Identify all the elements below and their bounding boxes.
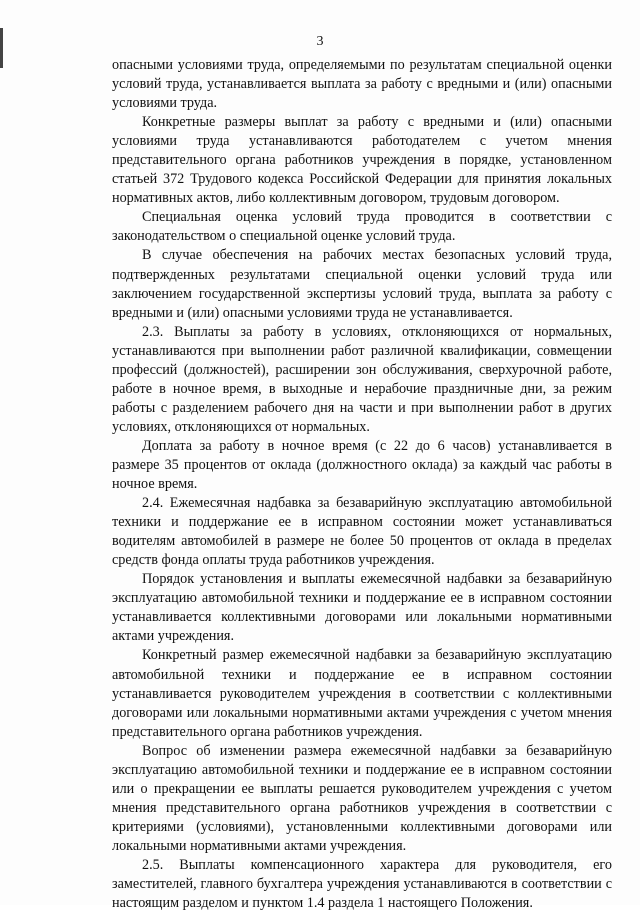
paragraph: В случае обеспечения на рабочих местах безопасных условий труда, подтвержденных результатами специальной оценки условий труда или заключением государственной экспертизы условий труда, выплата за работу с вредными и (или) опасными условиями труда не устанавливается. [112,247,612,321]
paragraph: опасными условиями труда, определяемыми по результатам специальной оценки условий труда, устанавливается выплата за работу с вредными и (или) опасными условиями труда. [112,57,612,112]
paragraph: 2.3. Выплаты за работу в условиях, отклоняющихся от нормальных, устанавливаются при выполнении работ различной квалификации, совмещении профессий (должностей), расширении зон обслуживания, сверхурочной работе, работе в ночное время, в выходные и нерабочие праздничные дни, за режим работы с разделением рабочего дня на части и при выполнении работ в других условиях, отклоняющихся от нормальных. [112,323,612,435]
paragraph: Порядок установления и выплаты ежемесячной надбавки за безаварийную эксплуатацию автомобильной техники и поддержание ее в исправном состоянии устанавливается коллективными договорами или локальными нормативными актами учреждения. [112,571,612,645]
paragraph: Вопрос об изменении размера ежемесячной надбавки за безаварийную эксплуатацию автомобильной техники и поддержание ее в исправном состоянии или о прекращении ее выплаты решается руководителем учреждения с учетом мнения представительного органа работников учреждения в соответствии с критериями (условиями), установленными коллективными договорами или локальными нормативными актами учреждения. [112,742,612,854]
page-number: 3 [316,34,324,49]
paragraph: Доплата за работу в ночное время (с 22 до 6 часов) устанавливается в размере 35 процентов от оклада (должностного оклада) за каждый час работы в ночное время. [112,437,612,493]
paragraph: 2.4. Ежемесячная надбавка за безаварийную эксплуатацию автомобильной техники и поддержание ее в исправном состоянии может устанавливаться водителям автомобилей в размере не более 50 процентов от оклада в пределах средств фонда оплаты труда работников учреждения. [112,495,612,569]
paragraph: Конкретный размер ежемесячной надбавки за безаварийную эксплуатацию автомобильной техники и поддержание ее в исправном состоянии устанавливается руководителем учреждения в соответствии с коллективными договорами или локальными нормативными актами учреждения с учетом мнения представительного органа работников учреждения. [112,647,612,740]
paragraph: Специальная оценка условий труда проводится в соответствии с законодательством о специальной оценке условий труда. [112,209,612,245]
paragraph: 2.5. Выплаты компенсационного характера для руководителя, его заместителей, главного бухгалтера учреждения устанавливаются в соответствии с настоящим разделом и пунктом 1.4 раздела 1 настоящего Положения. [112,856,612,912]
paragraph: Конкретные размеры выплат за работу с вредными и (или) опасными условиями труда устанавливаются работодателем с учетом мнения представительного органа работников учреждения в порядке, установленном статьей 372 Трудового кодекса Российской Федерации для принятия локальных нормативных актов, либо коллективным договором, трудовым договором. [112,114,612,207]
body-text [112,56,612,913]
